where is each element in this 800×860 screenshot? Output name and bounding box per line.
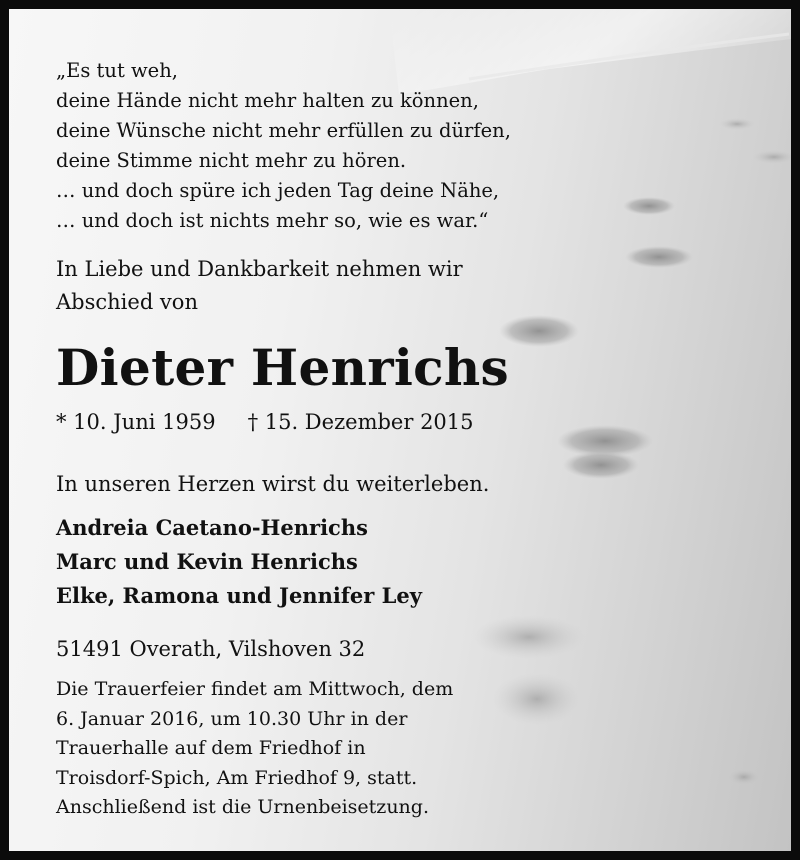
funeral-info-line: Troisdorf-Spich, Am Friedhof 9, statt. bbox=[56, 767, 418, 789]
quote-line: deine Hände nicht mehr halten zu können, bbox=[56, 89, 479, 112]
quote-line: … und doch spüre ich jeden Tag deine Nähe, bbox=[56, 179, 500, 202]
birth-date: * 10. Juni 1959 bbox=[56, 410, 216, 434]
mourner-name: Marc und Kevin Henrichs bbox=[56, 549, 358, 574]
mourner-name: Andreia Caetano-Henrichs bbox=[56, 515, 368, 540]
quote-line: „Es tut weh, bbox=[56, 59, 178, 82]
quote-line: deine Stimme nicht mehr zu hören. bbox=[56, 149, 407, 172]
address: 51491 Overath, Vilshoven 32 bbox=[56, 637, 366, 661]
motto: In unseren Herzen wirst du weiterleben. bbox=[56, 472, 490, 496]
funeral-info-line: 6. Januar 2016, um 10.30 Uhr in der bbox=[56, 708, 408, 730]
quote-line: … und doch ist nichts mehr so, wie es war.“ bbox=[56, 209, 489, 232]
funeral-info-line: Anschließend ist die Urnenbeisetzung. bbox=[56, 796, 429, 818]
intro-line: Abschied von bbox=[56, 290, 198, 314]
mourner-name: Elke, Ramona und Jennifer Ley bbox=[56, 583, 422, 608]
funeral-info-line: Die Trauerfeier findet am Mittwoch, dem bbox=[56, 678, 454, 700]
quote-line: deine Wünsche nicht mehr erfüllen zu dürfen, bbox=[56, 119, 511, 142]
funeral-info-line: Trauerhalle auf dem Friedhof in bbox=[56, 737, 366, 759]
death-date: † 15. Dezember 2015 bbox=[247, 410, 474, 434]
life-dates bbox=[56, 407, 474, 437]
intro-line: In Liebe und Dankbarkeit nehmen wir bbox=[56, 257, 463, 281]
deceased-name: Dieter Henrichs bbox=[56, 338, 510, 397]
